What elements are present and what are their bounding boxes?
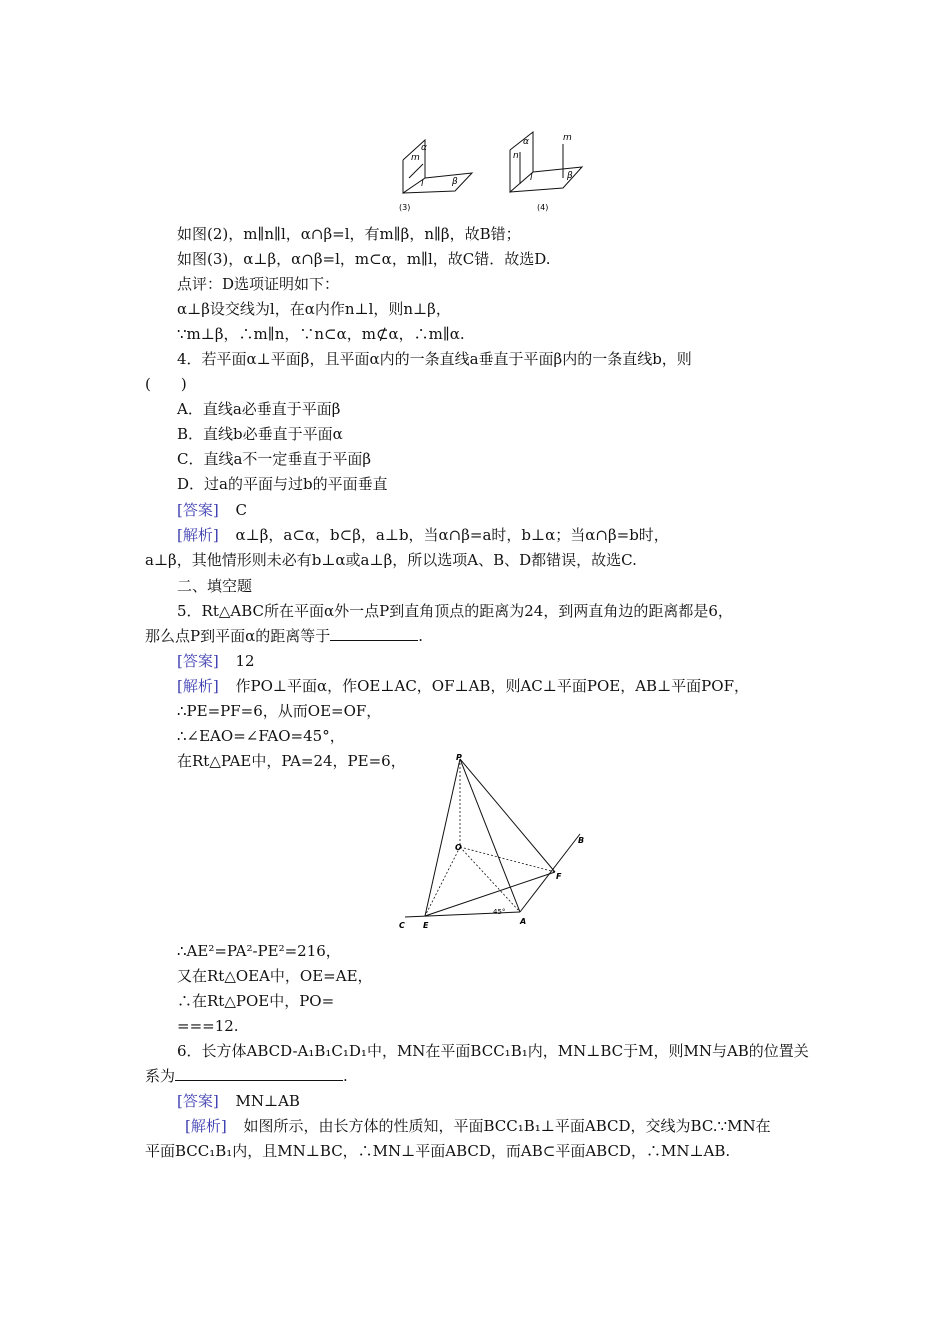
fig3-caption: (3) bbox=[399, 203, 411, 212]
text-line: 又在Rt△OEA中，OE=AE， bbox=[177, 967, 373, 985]
pyramid-figure bbox=[395, 752, 595, 934]
label-b: B bbox=[578, 836, 585, 845]
fig3-alpha-label: α bbox=[421, 143, 427, 153]
angle-label: 45° bbox=[493, 908, 506, 916]
q4-analysis bbox=[177, 525, 669, 545]
label-p: P bbox=[456, 753, 462, 762]
q6-analysis-cont: 平面BCC₁B₁内，且MN⊥BC，∴MN⊥平面ABCD，而AB⊂平面ABCD，∴MN⊥AB. bbox=[145, 1142, 731, 1160]
text-line: ∴在Rt△POE中，PO= bbox=[177, 992, 335, 1010]
answer-tag: [答案] bbox=[177, 501, 219, 519]
fig4-l-label: l bbox=[530, 173, 533, 183]
text-line: ∴AE²=PA²-PE²=216， bbox=[177, 942, 341, 960]
option-c: C．直线a不一定垂直于平面β bbox=[177, 450, 372, 468]
option-d: D．过a的平面与过b的平面垂直 bbox=[177, 475, 388, 493]
fig4-m-label: m bbox=[563, 133, 572, 143]
fig3-beta-label: β bbox=[452, 177, 458, 187]
analysis-tag: [解析] bbox=[185, 1117, 227, 1135]
question-6-stem-cont bbox=[145, 1066, 348, 1086]
label-c: C bbox=[399, 921, 405, 930]
text-line: ∴PE=PF=6，从而OE=OF， bbox=[177, 702, 382, 720]
period: . bbox=[418, 627, 424, 645]
q6-answer bbox=[177, 1091, 300, 1111]
text-line: ∴∠EAO=∠FAO=45°， bbox=[177, 727, 345, 745]
text-line: 点评：D选项证明如下： bbox=[177, 275, 340, 293]
q5-answer bbox=[177, 651, 255, 671]
section-heading: 二、填空题 bbox=[177, 577, 253, 595]
answer-blank bbox=[175, 1066, 343, 1081]
analysis-tag: [解析] bbox=[177, 677, 219, 695]
text-line: ===12. bbox=[177, 1017, 239, 1035]
question-6-stem: 6．长方体ABCD-A₁B₁C₁D₁中，MN在平面BCC₁B₁内，MN⊥BC于M，则MN与AB的位置关 bbox=[177, 1042, 809, 1060]
answer-value: 12 bbox=[235, 652, 255, 670]
fig4-caption: (4) bbox=[537, 203, 549, 212]
label-f: F bbox=[556, 872, 562, 881]
analysis-text: 作PO⊥平面α，作OE⊥AC，OF⊥AB，则AC⊥平面POE，AB⊥平面POF， bbox=[235, 677, 749, 695]
fig3-m-label: m bbox=[411, 153, 420, 163]
fig4-beta-label: β bbox=[567, 171, 573, 181]
label-e: E bbox=[423, 921, 429, 930]
text-line: 在Rt△PAE中，PA=24，PE=6， bbox=[177, 752, 406, 770]
answer-blank bbox=[330, 626, 418, 641]
q5-analysis bbox=[177, 676, 749, 696]
q4-analysis-cont: a⊥β，其他情形则未必有b⊥α或a⊥β，所以选项A、B、D都错误，故选C. bbox=[145, 551, 637, 569]
label-a: A bbox=[520, 917, 527, 926]
analysis-text: α⊥β，a⊂α，b⊂β，a⊥b，当α∩β=a时，b⊥α；当α∩β=b时， bbox=[235, 526, 669, 544]
option-b: B．直线b必垂直于平面α bbox=[177, 425, 343, 443]
label-o: O bbox=[455, 843, 462, 852]
option-a: A．直线a必垂直于平面β bbox=[177, 400, 341, 418]
answer-value: MN⊥AB bbox=[235, 1092, 300, 1110]
text-line: 如图(3)，α⊥β，α∩β=l，m⊂α，m∥l，故C错．故选D. bbox=[177, 250, 551, 268]
text-line: ∵m⊥β，∴m∥n，∵n⊂α，m⊄α，∴m∥α. bbox=[177, 325, 465, 343]
answer-tag: [答案] bbox=[177, 1092, 219, 1110]
analysis-text: 如图所示，由长方体的性质知，平面BCC₁B₁⊥平面ABCD，交线为BC.∵MN在 bbox=[243, 1117, 771, 1135]
fig3-l-label: l bbox=[421, 179, 424, 189]
question-6-text: 系为 bbox=[145, 1067, 176, 1085]
question-4-stem: 4．若平面α⊥平面β，且平面α内的一条直线a垂直于平面β内的一条直线b，则 bbox=[177, 350, 692, 368]
fig4-n-label: n bbox=[513, 151, 519, 161]
figure-3 bbox=[395, 128, 475, 213]
question-5-stem: 5．Rt△ABC所在平面α外一点P到直角顶点的距离为24，到两直角边的距离都是6， bbox=[177, 602, 733, 620]
analysis-tag: [解析] bbox=[177, 526, 219, 544]
period: . bbox=[343, 1067, 348, 1085]
answer-value: C bbox=[235, 501, 247, 519]
question-5-stem-cont bbox=[145, 626, 423, 646]
figure-4 bbox=[505, 128, 585, 213]
text-line: α⊥β设交线为l，在α内作n⊥l，则n⊥β， bbox=[177, 300, 451, 318]
question-5-text: 那么点P到平面α的距离等于 bbox=[145, 627, 331, 645]
q6-analysis bbox=[185, 1116, 771, 1136]
answer-tag: [答案] bbox=[177, 652, 219, 670]
q4-answer bbox=[177, 500, 247, 520]
question-4-paren: ( ) bbox=[145, 375, 187, 393]
fig4-alpha-label: α bbox=[523, 137, 529, 147]
text-line: 如图(2)，m∥n∥l，α∩β=l，有m∥β，n∥β，故B错； bbox=[177, 225, 521, 243]
